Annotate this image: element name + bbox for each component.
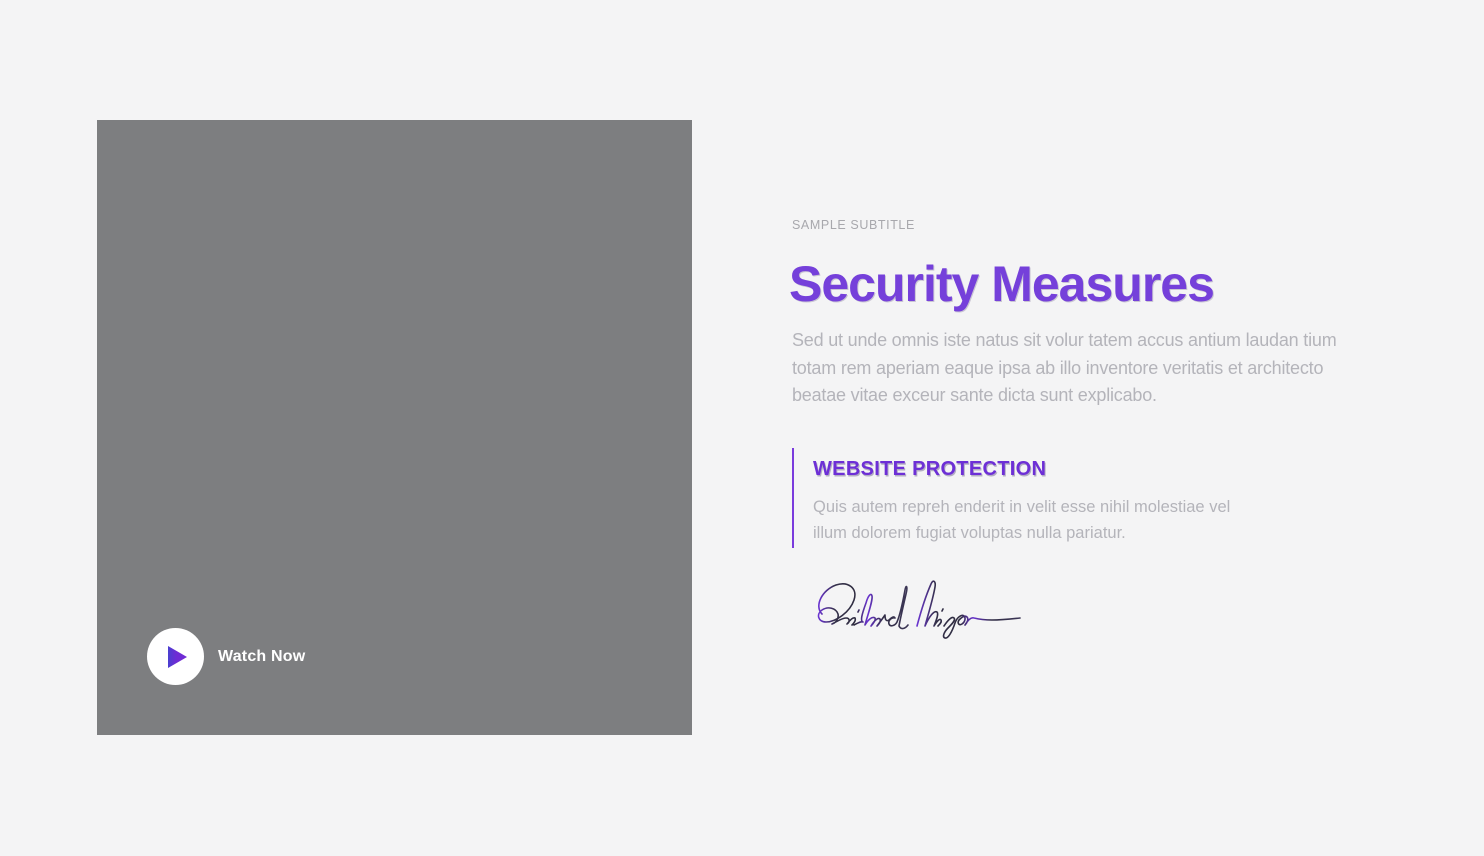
feature-heading: WEBSITE PROTECTION <box>813 458 1047 480</box>
feature-block <box>792 448 1230 548</box>
feature-paragraph <box>813 494 1230 546</box>
watch-now-label: Watch Now <box>218 647 306 665</box>
section-title: Security Measures <box>789 256 1214 312</box>
intro-paragraph <box>792 327 1337 410</box>
intro-line: totam rem aperiam eaque ipsa ab illo inventore veritatis et architecto <box>792 357 1324 378</box>
feature-line: illum dolorem fugiat voluptas nulla pariatur. <box>813 524 1126 542</box>
intro-line: Sed ut unde omnis iste natus sit volur tatem accus antium laudan tium <box>792 330 1337 350</box>
play-icon <box>168 646 187 668</box>
signature-strokes <box>808 570 1026 642</box>
feature-line: Quis autem repreh enderit in velit esse nihil molestiae vel <box>813 498 1231 516</box>
intro-line: beatae vitae exceur sante dicta sunt explicabo. <box>792 385 1157 405</box>
signature-image <box>808 570 1026 642</box>
section-subtitle: SAMPLE SUBTITLE <box>792 218 915 232</box>
play-button-circle <box>147 628 204 685</box>
video-placeholder <box>97 120 692 735</box>
watch-now-button[interactable] <box>147 628 305 685</box>
